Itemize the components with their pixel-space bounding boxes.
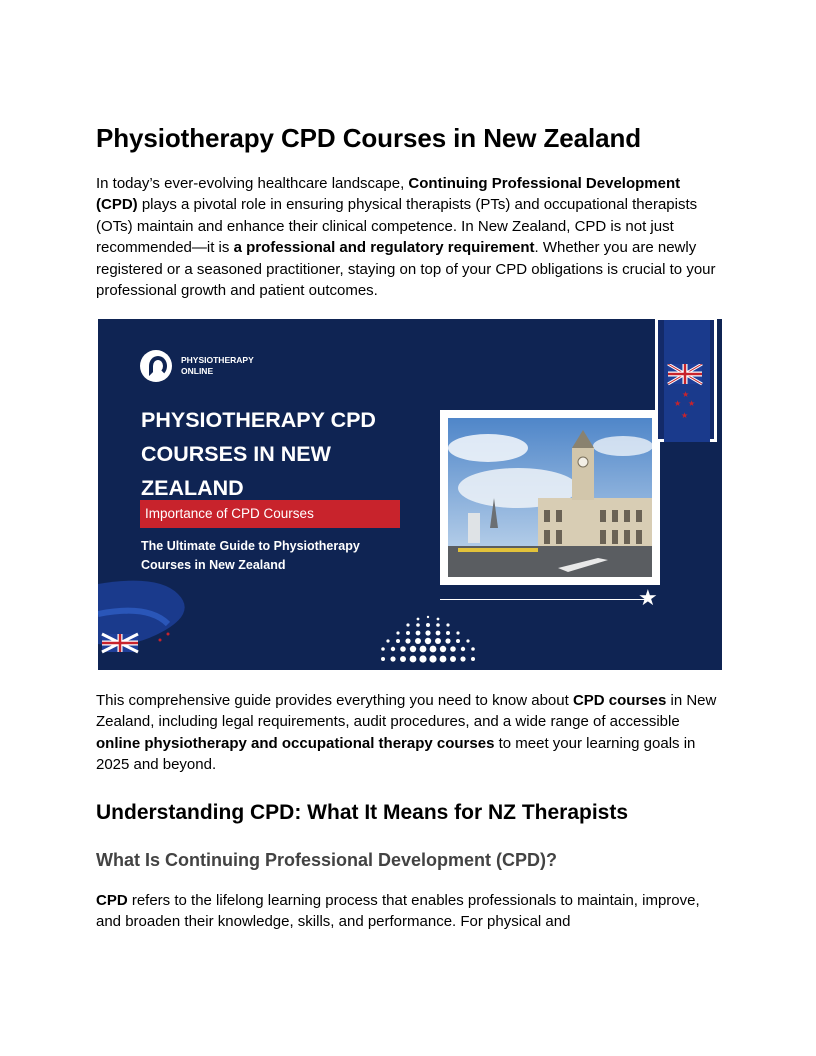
banner-title [141, 403, 441, 505]
banner-title-line-3: ZEALAND [141, 476, 244, 500]
flag-wave-graphic [98, 574, 218, 670]
subsection-heading: What Is Continuing Professional Development (CPD)? [96, 850, 558, 870]
halftone-dots-graphic [373, 609, 483, 669]
guide-text-2: in New Zealand, including legal requirements, audit procedures, and a wide range of accessible [96, 692, 717, 731]
logo-line-2: ONLINE [181, 366, 214, 376]
cpd-bold: CPD [96, 892, 128, 909]
physiotherapy-online-logo [140, 350, 254, 382]
svg-text:★: ★ [681, 411, 689, 420]
guide-bold-1: CPD courses [572, 692, 667, 709]
intro-bold-1: Continuing Professional Development (CPD) [96, 175, 681, 214]
guide-bold-2: online physiotherapy and occupational therapy courses [96, 734, 495, 752]
nz-flag-ribbon [655, 319, 717, 442]
banner-image [98, 319, 722, 670]
building-photo [448, 418, 652, 577]
logo-line-1: PHYSIOTHERAPY [181, 355, 254, 365]
banner-subtitle-line-2: Courses in New Zealand [141, 557, 286, 572]
decorative-line [440, 599, 650, 600]
banner-title-line-1: PHYSIOTHERAPY CPD [141, 408, 376, 432]
svg-text:★: ★ [682, 390, 690, 399]
guide-text-3: to meet your learning goals in 2025 and beyond. [96, 734, 696, 774]
logo-icon [140, 350, 172, 382]
svg-text:★: ★ [688, 399, 696, 408]
guide-paragraph [96, 690, 722, 776]
intro-text-1: In today’s ever-evolving healthcare landscape, [96, 175, 409, 192]
cpd-text: refers to the lifelong learning process that enables professionals to maintain, improve, and broaden their knowledge, skills, and performance. For physical and [96, 892, 700, 931]
svg-text:★: ★ [674, 399, 682, 408]
banner-subtitle-line-1: The Ultimate Guide to Physiotherapy [141, 539, 360, 553]
intro-bold-2: a professional and regulatory requirement [233, 239, 535, 257]
banner-subtitle [141, 537, 360, 574]
page-title: Physiotherapy CPD Courses in New Zealand [96, 123, 642, 153]
intro-paragraph [96, 173, 722, 301]
banner-tag: Importance of CPD Courses [140, 500, 400, 528]
intro-text-2: plays a pivotal role in ensuring physical therapists (PTs) and occupational therapists (OTs) maintain and enhance their clinical competence. In New Zealand, CPD is not just recommended—it is [96, 196, 698, 257]
cpd-definition-paragraph [96, 890, 722, 933]
section-heading: Understanding CPD: What It Means for NZ Therapists [96, 801, 629, 824]
guide-text-1: This comprehensive guide provides everything you need to know about [96, 692, 573, 709]
star-icon: ★ [638, 585, 658, 610]
nz-flag-icon [666, 364, 706, 428]
intro-text-3: . Whether you are newly registered or a seasoned practitioner, staying on top of your CPD obligations is crucial to your professional growth and patient outcomes. [96, 239, 716, 300]
building-photo-frame [440, 410, 660, 585]
banner-title-line-2: COURSES IN NEW [141, 442, 331, 466]
